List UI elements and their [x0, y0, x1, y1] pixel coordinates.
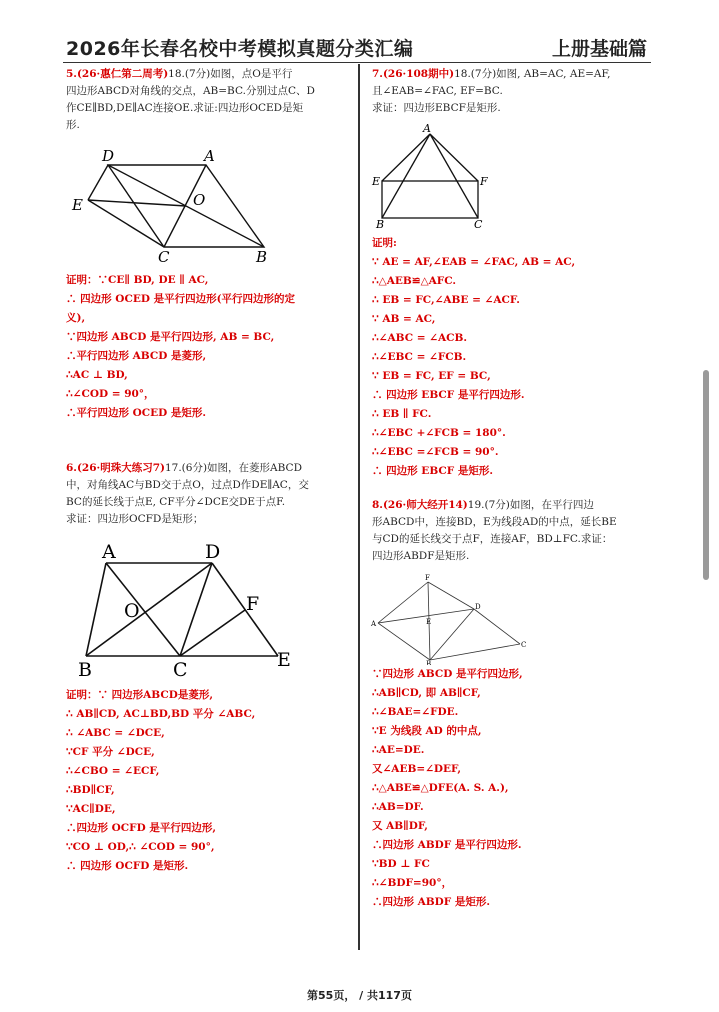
q7-label-e: E	[372, 175, 381, 188]
q7-label-f: F	[480, 175, 488, 188]
q8-proof-line: ∵四边形 ABCD 是平行四边形,	[372, 668, 523, 680]
column-divider	[358, 64, 360, 950]
q6-label-d: D	[205, 541, 221, 563]
q5-proof-line: 义),	[66, 312, 86, 324]
q8-proof-line: ∵BD ⊥ FC	[372, 858, 430, 870]
q5-figure	[66, 145, 286, 265]
q6-proof-line: ∴ AB∥CD, AC⊥BD,BD 平分 ∠ABC,	[66, 708, 256, 720]
q6-proof-line: ∴∠CBO = ∠ECF,	[66, 765, 160, 777]
q6-proof-line: ∵CO ⊥ OD,∴ ∠COD = 90°,	[66, 841, 215, 853]
q6-label-a: A	[102, 541, 116, 563]
q6-line-0: 17.(6分)如图，在菱形ABCD	[164, 462, 303, 474]
question-5-text	[66, 66, 352, 134]
q8-proof-line: ∴AB=DF.	[372, 801, 424, 813]
q6-proof-line: ∵CF 平分 ∠DCE,	[66, 746, 155, 758]
q8-figure	[370, 573, 530, 665]
q6-label-c: C	[173, 659, 188, 678]
q5-label-b: B	[256, 248, 268, 265]
q7-line-1: 且∠EAB=∠FAC, EF=BC.	[372, 85, 503, 97]
q8-label-c: C	[521, 641, 527, 649]
q7-label-a: A	[423, 122, 431, 135]
section-title: 上册基础篇	[551, 38, 647, 60]
q5-proof-line: ∴平行四边形 ABCD 是菱形,	[66, 350, 207, 362]
q5-line-1: 四边形ABCD对角线的交点，AB=BC.分别过点C、D	[66, 85, 315, 97]
q8-label-a: A	[371, 620, 377, 628]
q6-line-3: 求证：四边形OCFD是矩形；	[66, 513, 204, 525]
q7-proof-line: ∴ 四边形 EBCF 是平行四边形.	[372, 389, 525, 401]
q5-label-o: O	[193, 191, 206, 209]
q8-proof-line: ∴四边形 ABDF 是平行四边形.	[372, 839, 522, 851]
header-rule	[63, 62, 651, 63]
q5-label-d: D	[102, 147, 115, 165]
q8-label-b: B	[426, 660, 432, 665]
q6-proof-line: ∵AC∥DE,	[66, 803, 116, 815]
question-7-text	[372, 66, 662, 117]
q7-label-c: C	[474, 218, 483, 231]
q7-proof-line: ∴ EB = FC,∠ABE = ∠ACF.	[372, 294, 520, 306]
q7-line-0: 18.(7分)如图, AB=AC, AE=AF,	[454, 68, 611, 80]
q5-proof-line: ∴ 四边形 OCED 是平行四边形(平行四边形的定	[66, 293, 296, 305]
q8-line-2: 与CD的延长线交于点F，连接AF，BD⊥FC.求证：	[372, 533, 613, 545]
q7-proof-line: ∴ EB ∥ FC.	[372, 408, 432, 420]
q8-proof-line: ∴AB∥CD, 即 AB∥CF,	[372, 687, 481, 699]
q7-proof-line: 证明:	[372, 237, 397, 249]
q7-line-2: 求证：四边形EBCF是矩形.	[372, 102, 501, 114]
q6-proof-line: ∴四边形 OCFD 是平行四边形,	[66, 822, 217, 834]
q5-line-0: 18.(7分)如图，点O是平行	[168, 68, 293, 80]
q8-line-0: 19.(7分)如图，在平行四边	[467, 499, 594, 511]
q5-proof-line: ∵四边形 ABCD 是平行四边形, AB = BC,	[66, 331, 275, 343]
q7-proof-line: ∴∠ABC = ∠ACB.	[372, 332, 467, 344]
q7-proof-line: ∵ AB = AC,	[372, 313, 436, 325]
q6-label-b: B	[78, 659, 92, 678]
q5-line-3: 形.	[66, 119, 80, 131]
page-indicator: 第55页， / 共117页	[307, 989, 412, 1002]
q8-proof-line: ∴△ABE≌△DFE(A. S. A.),	[372, 782, 509, 794]
q8-proof-line: ∴∠BAE=∠FDE.	[372, 706, 459, 718]
q7-figure	[368, 120, 498, 232]
q8-line-3: 四边形ABDF是矩形.	[372, 550, 470, 562]
q5-label-c: C	[158, 248, 170, 265]
question-8-text	[372, 497, 662, 565]
q5-proof-line: ∴∠COD = 90°，	[66, 388, 155, 400]
q5-proof-line: 证明：∵CE∥ BD, DE ∥ AC,	[66, 274, 209, 286]
q6-line-2: BC的延长线于点E, CF平分∠DCE交DE于点F.	[66, 496, 286, 508]
q5-line-2: 作CE∥BD,DE∥AC连接OE.求证:四边形OCED是矩	[66, 102, 304, 114]
q7-proof-line: ∴∠EBC +∠FCB = 180°.	[372, 427, 506, 439]
q7-proof-line: ∴△AEB≌△AFC.	[372, 275, 457, 287]
q7-label-b: B	[376, 218, 385, 231]
question-8-tag: 8.(26·师大经开14)	[372, 499, 468, 511]
q8-proof-line: 又 AB∥DF,	[372, 820, 428, 832]
q7-proof-line: ∵ AE = AF,∠EAB = ∠FAC, AB = AC,	[372, 256, 576, 268]
q6-line-1: 中，对角线AC与BD交于点O，过点D作DE∥AC，交	[66, 479, 309, 491]
q5-label-a: A	[204, 147, 215, 165]
q8-proof-line: ∴∠BDF=90°，	[372, 877, 453, 889]
q6-label-o: O	[124, 600, 140, 622]
q7-proof	[372, 234, 662, 481]
q5-proof-line: ∴平行四边形 OCED 是矩形.	[66, 407, 207, 419]
question-5-tag: 5.(26·惠仁第二周考)	[66, 68, 169, 80]
q6-proof-line: 证明：∵ 四边形ABCD是菱形,	[66, 689, 213, 701]
q8-proof-line: ∴四边形 ABDF 是矩形.	[372, 896, 491, 908]
q8-proof	[372, 665, 662, 912]
q8-proof-line: ∴AE=DE.	[372, 744, 425, 756]
question-6-text	[66, 460, 352, 528]
q7-proof-line: ∵ EB = FC, EF = BC,	[372, 370, 491, 382]
q6-proof-line: ∴ 四边形 OCFD 是矩形.	[66, 860, 189, 872]
q5-proof-line: ∴AC ⊥ BD,	[66, 369, 128, 381]
q7-proof-line: ∴ 四边形 EBCF 是矩形.	[372, 465, 494, 477]
q7-proof-line: ∴∠EBC =∠FCB = 90°.	[372, 446, 499, 458]
q5-proof	[66, 271, 356, 423]
q8-proof-line: 又∠AEB=∠DEF,	[372, 763, 462, 775]
document-title: 2026年长春名校中考模拟真题分类汇编	[66, 38, 414, 60]
q8-proof-line: ∵E 为线段 AD 的中点,	[372, 725, 482, 737]
q6-proof-line: ∴BD∥CF,	[66, 784, 115, 796]
q8-line-1: 形ABCD中，连接BD，E为线段AD的中点，延长BE	[372, 516, 617, 528]
q7-proof-line: ∴∠EBC = ∠FCB.	[372, 351, 467, 363]
question-6-tag: 6.(26·明珠大练习7)	[66, 462, 165, 474]
q8-label-f: F	[425, 574, 430, 582]
q6-label-e: E	[277, 649, 291, 671]
scrollbar-thumb[interactable]	[703, 370, 709, 580]
q5-label-e: E	[72, 196, 83, 214]
q6-proof	[66, 686, 356, 876]
q6-label-f: F	[246, 593, 260, 615]
q8-label-e: E	[426, 618, 432, 626]
q8-label-d: D	[475, 603, 481, 611]
q6-proof-line: ∴ ∠ABC = ∠DCE,	[66, 727, 165, 739]
question-7-tag: 7.(26·108期中)	[372, 68, 455, 80]
q6-figure	[72, 538, 302, 678]
